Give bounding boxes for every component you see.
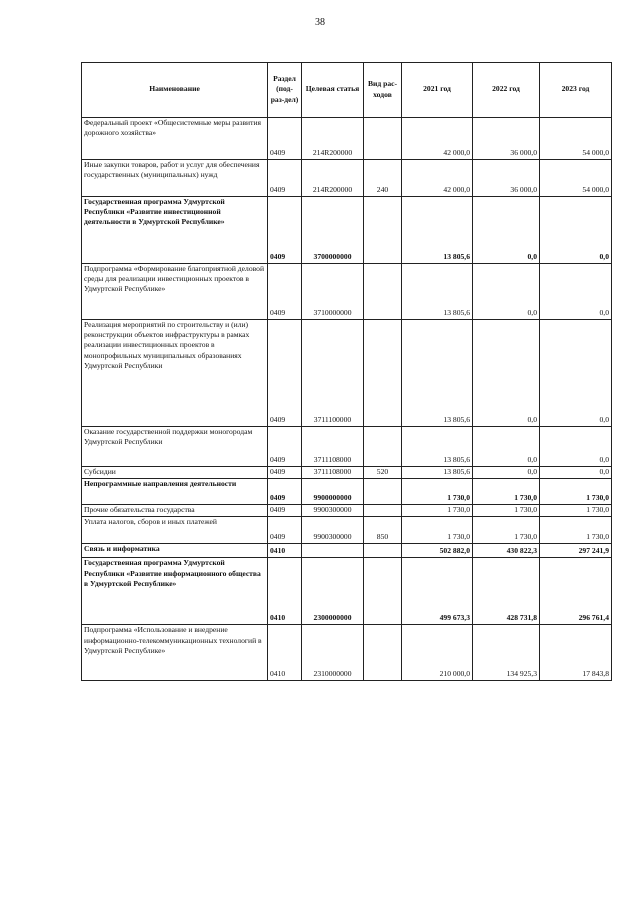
- budget-table: [81, 62, 612, 681]
- row-2021: 1 730,0: [402, 505, 473, 517]
- row-2022: 0,0: [473, 467, 540, 479]
- row-section: 0409: [268, 479, 302, 505]
- row-type: 240: [364, 160, 402, 197]
- row-name: Государственная программа Удмуртской Республики «Развитие информационного общества в Удмуртской Республике»: [82, 558, 268, 625]
- row-name: Прочие обязательства государства: [82, 505, 268, 517]
- row-target: 3711108000: [302, 427, 364, 467]
- row-type: [364, 427, 402, 467]
- header-2023: 2023 год: [540, 63, 612, 118]
- row-type: [364, 197, 402, 264]
- page-number: 38: [315, 17, 325, 28]
- row-target: 3711108000: [302, 467, 364, 479]
- table-row: [82, 558, 612, 625]
- row-section: 0409: [268, 320, 302, 427]
- row-target: 2310000000: [302, 625, 364, 681]
- row-2023: 1 730,0: [540, 517, 612, 544]
- table-row: [82, 467, 612, 479]
- row-section: 0409: [268, 160, 302, 197]
- row-type: [364, 118, 402, 160]
- row-type: [364, 558, 402, 625]
- table-header-row: [82, 63, 612, 118]
- row-2021: 13 805,6: [402, 427, 473, 467]
- table-row: [82, 505, 612, 517]
- row-2023: 54 000,0: [540, 118, 612, 160]
- row-name: Федеральный проект «Общесистемные меры развития дорожного хозяйства»: [82, 118, 268, 160]
- row-2022: 428 731,8: [473, 558, 540, 625]
- row-target: 3711100000: [302, 320, 364, 427]
- row-2023: 296 761,4: [540, 558, 612, 625]
- row-target: 9900300000: [302, 505, 364, 517]
- table-row: [82, 517, 612, 544]
- row-2023: 0,0: [540, 427, 612, 467]
- row-2023: 54 000,0: [540, 160, 612, 197]
- row-target: 3710000000: [302, 264, 364, 320]
- table-row: [82, 160, 612, 197]
- row-name: Субсидии: [82, 467, 268, 479]
- row-target: [302, 544, 364, 558]
- row-2022: 1 730,0: [473, 479, 540, 505]
- row-name: Реализация мероприятий по строительству и (или) реконструкции объектов инфраструктуры в рамках реализации инвестиционных проектов в монопрофильных муниципальных образованиях Удмуртской Республики: [82, 320, 268, 427]
- row-2021: 13 805,6: [402, 197, 473, 264]
- row-type: 850: [364, 517, 402, 544]
- row-section: 0409: [268, 517, 302, 544]
- row-section: 0409: [268, 264, 302, 320]
- row-section: 0410: [268, 558, 302, 625]
- row-name: Подпрограмма «Использование и внедрение информационно-телекоммуникационных технологий в Удмуртской Республике»: [82, 625, 268, 681]
- row-2021: 13 805,6: [402, 467, 473, 479]
- row-section: 0409: [268, 427, 302, 467]
- row-2023: 17 843,8: [540, 625, 612, 681]
- row-2021: 13 805,6: [402, 320, 473, 427]
- row-2022: 1 730,0: [473, 517, 540, 544]
- row-2022: 0,0: [473, 320, 540, 427]
- row-2021: 502 882,0: [402, 544, 473, 558]
- table-row: [82, 479, 612, 505]
- row-2021: 13 805,6: [402, 264, 473, 320]
- row-2022: 134 925,3: [473, 625, 540, 681]
- table-row: [82, 625, 612, 681]
- row-section: 0410: [268, 625, 302, 681]
- row-type: [364, 625, 402, 681]
- header-type: Вид рас-ходов: [364, 63, 402, 118]
- row-target: 214R200000: [302, 118, 364, 160]
- row-name: Подпрограмма «Формирование благоприятной деловой среды для реализации инвестиционных проектов в Удмуртской Республике»: [82, 264, 268, 320]
- row-target: 3700000000: [302, 197, 364, 264]
- row-2021: 42 000,0: [402, 118, 473, 160]
- row-2021: 210 000,0: [402, 625, 473, 681]
- row-2023: 0,0: [540, 467, 612, 479]
- row-2021: 42 000,0: [402, 160, 473, 197]
- row-type: [364, 479, 402, 505]
- row-name: Уплата налогов, сборов и иных платежей: [82, 517, 268, 544]
- row-2022: 0,0: [473, 197, 540, 264]
- table-row: [82, 197, 612, 264]
- table-row: [82, 264, 612, 320]
- header-2022: 2022 год: [473, 63, 540, 118]
- row-target: 9900000000: [302, 479, 364, 505]
- row-2023: 0,0: [540, 197, 612, 264]
- row-2023: 0,0: [540, 264, 612, 320]
- row-type: 520: [364, 467, 402, 479]
- table-row: [82, 320, 612, 427]
- row-type: [364, 264, 402, 320]
- row-2022: 36 000,0: [473, 118, 540, 160]
- header-target: Целевая статья: [302, 63, 364, 118]
- row-target: 214R200000: [302, 160, 364, 197]
- row-2021: 1 730,0: [402, 517, 473, 544]
- row-name: Оказание государственной поддержки моногородам Удмуртской Республики: [82, 427, 268, 467]
- row-2023: 1 730,0: [540, 505, 612, 517]
- header-name: Наименование: [82, 63, 268, 118]
- table-row: [82, 118, 612, 160]
- row-type: [364, 505, 402, 517]
- row-2022: 430 822,3: [473, 544, 540, 558]
- row-section: 0409: [268, 118, 302, 160]
- row-section: 0410: [268, 544, 302, 558]
- row-type: [364, 544, 402, 558]
- row-2022: 0,0: [473, 427, 540, 467]
- row-2021: 499 673,3: [402, 558, 473, 625]
- row-section: 0409: [268, 505, 302, 517]
- row-2023: 0,0: [540, 320, 612, 427]
- row-2022: 1 730,0: [473, 505, 540, 517]
- row-target: 9900300000: [302, 517, 364, 544]
- row-2023: 297 241,9: [540, 544, 612, 558]
- row-name: Непрограммные направления деятельности: [82, 479, 268, 505]
- table-row: [82, 427, 612, 467]
- header-section: Раздел (под-раз-дел): [268, 63, 302, 118]
- row-section: 0409: [268, 467, 302, 479]
- row-2021: 1 730,0: [402, 479, 473, 505]
- row-2022: 0,0: [473, 264, 540, 320]
- row-section: 0409: [268, 197, 302, 264]
- row-name: Связь и информатика: [82, 544, 268, 558]
- row-type: [364, 320, 402, 427]
- header-2021: 2021 год: [402, 63, 473, 118]
- row-2022: 36 000,0: [473, 160, 540, 197]
- row-name: Государственная программа Удмуртской Республики «Развитие инвестиционной деятельности в Удмуртской Республике»: [82, 197, 268, 264]
- row-target: 2300000000: [302, 558, 364, 625]
- row-2023: 1 730,0: [540, 479, 612, 505]
- table-row: [82, 544, 612, 558]
- row-name: Иные закупки товаров, работ и услуг для обеспечения государственных (муниципальных) нужд: [82, 160, 268, 197]
